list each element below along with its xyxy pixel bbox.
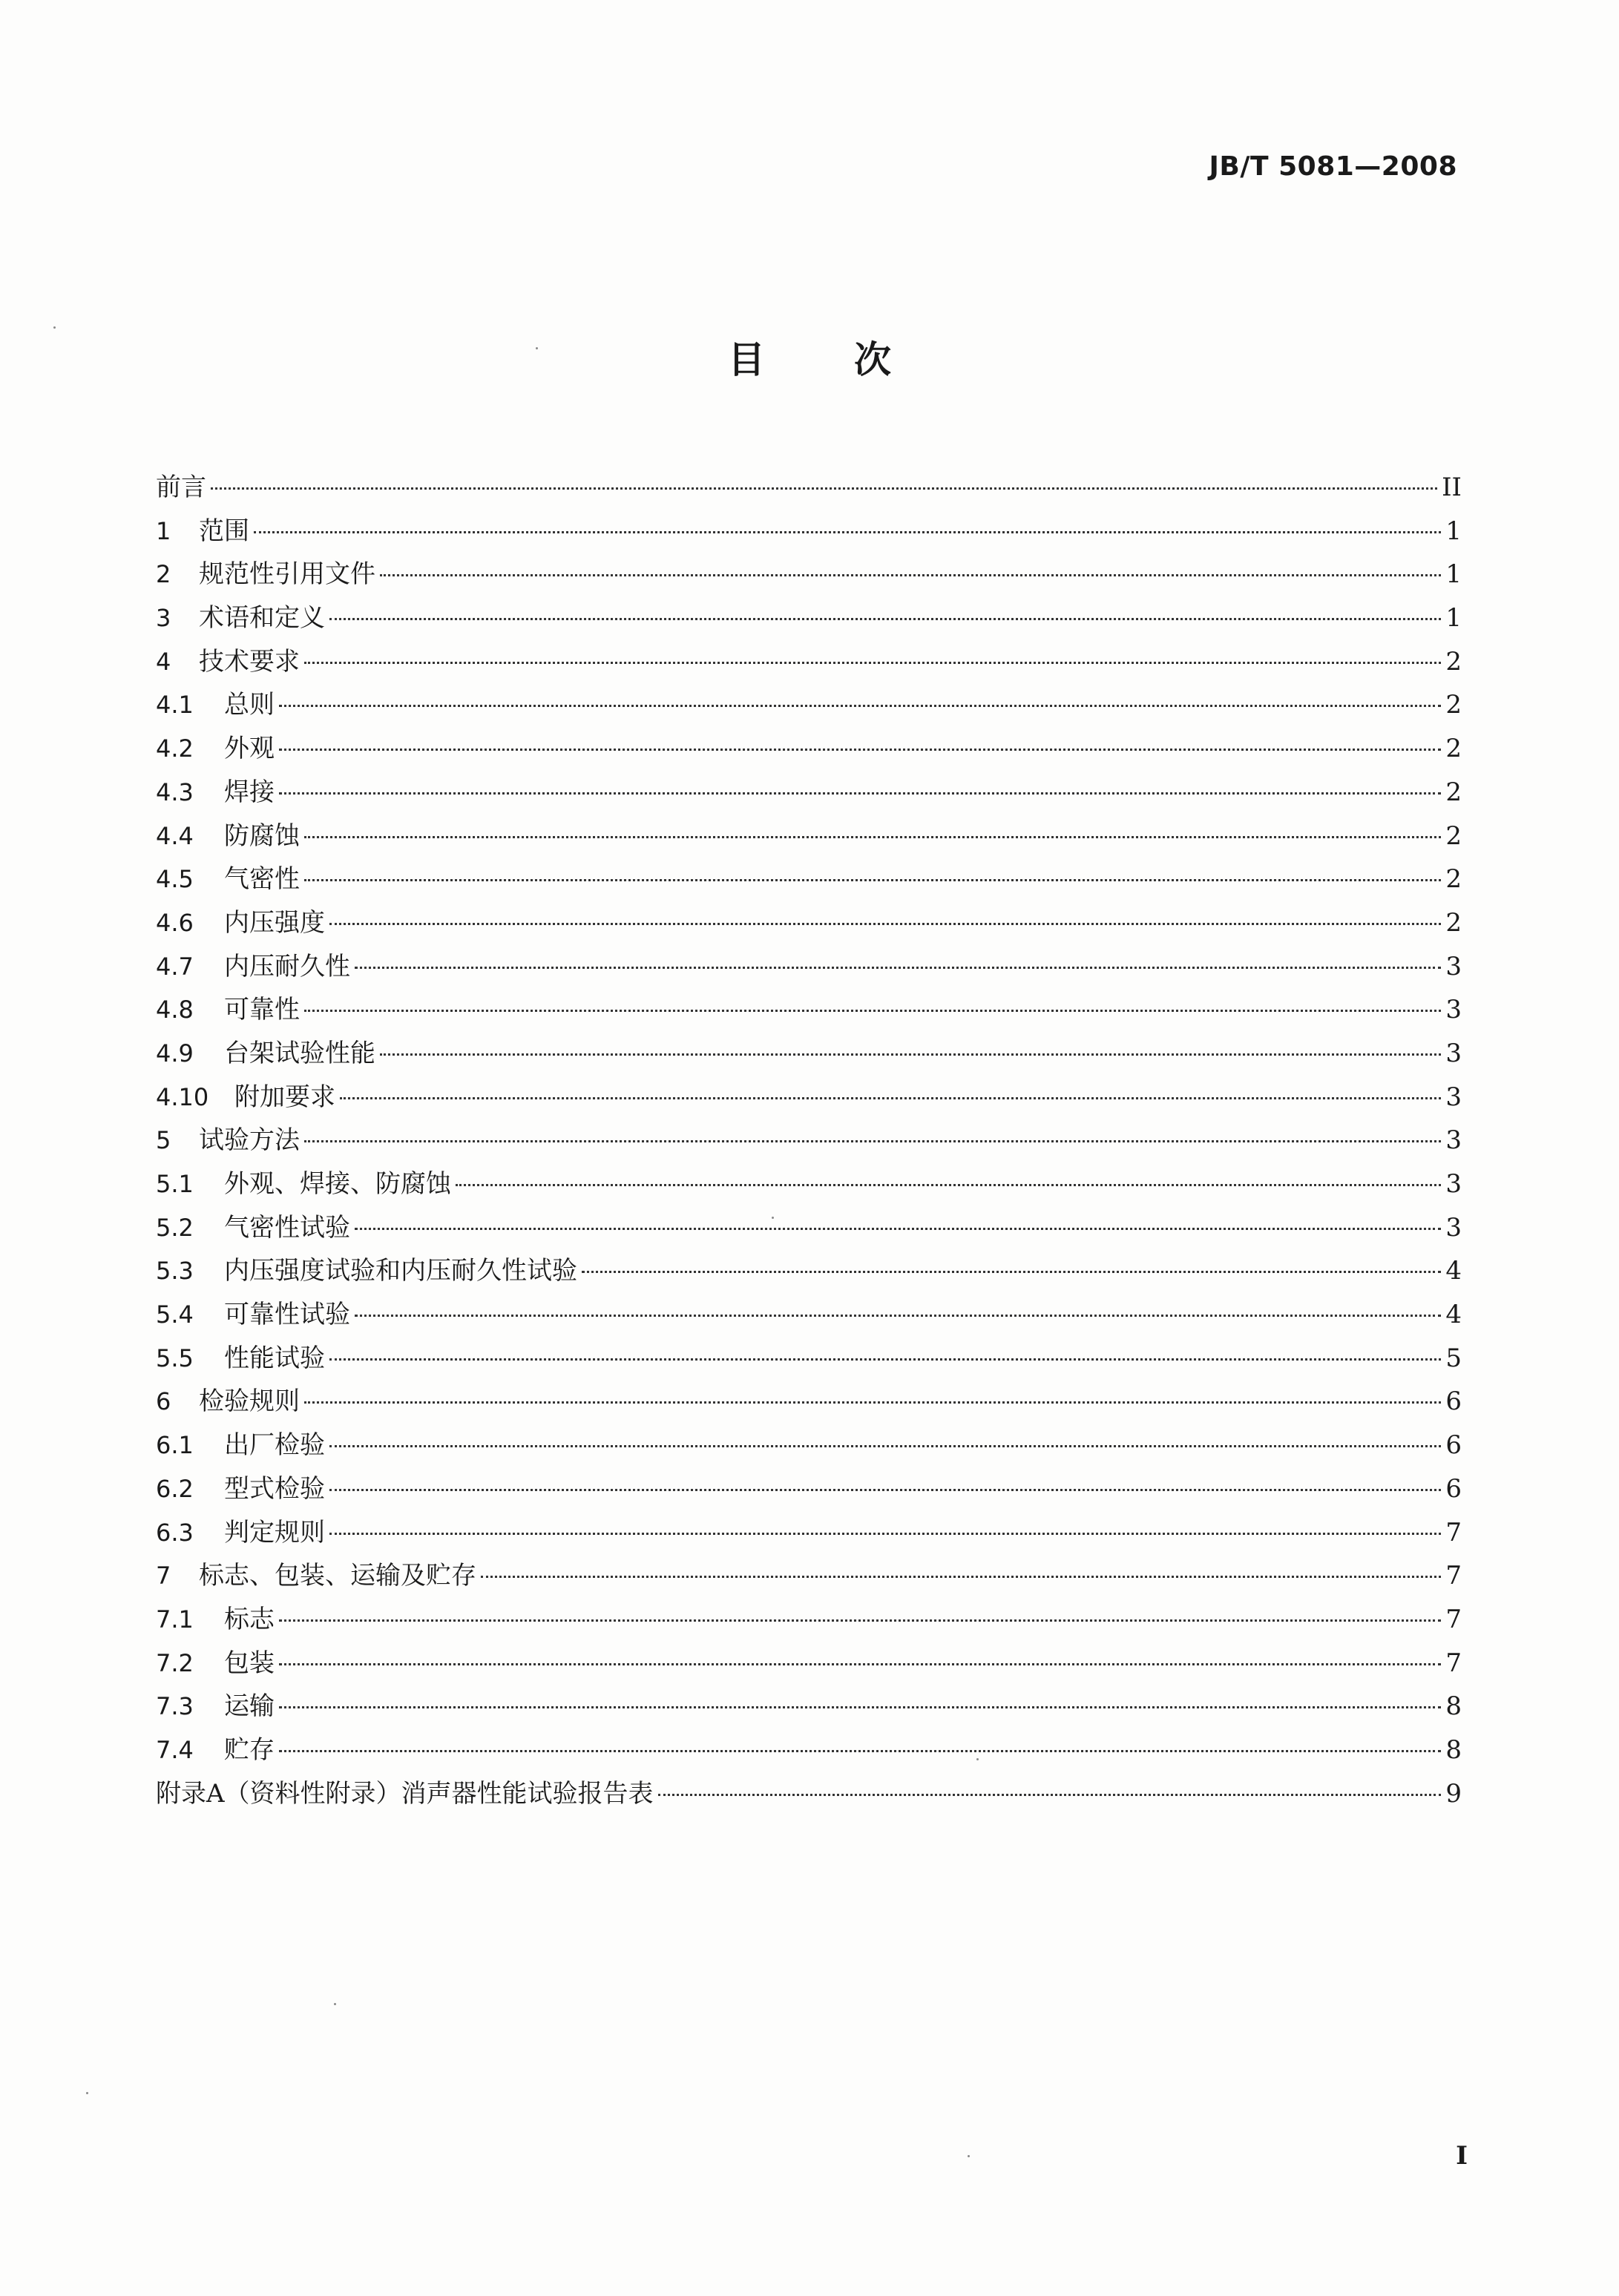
toc-entry-number: 1	[156, 516, 171, 545]
scan-speck	[772, 1217, 774, 1219]
dot-leader	[304, 662, 1441, 664]
toc-entry-page: 2	[1445, 777, 1462, 807]
dot-leader	[355, 967, 1441, 969]
dot-leader	[355, 1315, 1441, 1317]
toc-entry-page: 3	[1445, 1038, 1462, 1068]
toc-entry-label: 附录A（资料性附录）消声器性能试验报告表	[156, 1778, 654, 1809]
toc-entry-number: 7.2	[156, 1648, 194, 1677]
toc-entry[interactable]	[156, 640, 1462, 684]
toc-entry-number: 4	[156, 647, 171, 676]
toc-entry-label: 试验方法	[199, 1125, 300, 1156]
toc-entry-number: 4.2	[156, 734, 194, 763]
toc-entry[interactable]	[156, 1337, 1462, 1381]
dot-leader	[380, 574, 1441, 576]
toc-entry-page: 4	[1445, 1300, 1462, 1330]
toc-entry-page: 2	[1445, 820, 1462, 851]
toc-entry-label: 型式检验	[224, 1473, 325, 1504]
toc-entry-page: 3	[1445, 1125, 1462, 1156]
toc-entry-label: 防腐蚀	[224, 820, 300, 851]
toc-entry-label: 附加要求	[234, 1082, 335, 1112]
toc-entry-number: 4.9	[156, 1039, 194, 1068]
toc-entry-page: II	[1442, 473, 1462, 502]
dot-leader	[329, 923, 1441, 925]
toc-entry-number: 5.2	[156, 1213, 194, 1242]
dot-leader	[304, 1140, 1441, 1142]
toc-entry-page: 2	[1445, 690, 1462, 720]
scan-speck	[976, 1758, 979, 1760]
toc-entry-label: 术语和定义	[199, 603, 325, 634]
toc-entry[interactable]	[156, 1162, 1462, 1206]
toc-entry-label: 运输	[224, 1691, 275, 1722]
toc-entry[interactable]	[156, 596, 1462, 640]
toc-entry[interactable]	[156, 1032, 1462, 1076]
toc-entry[interactable]	[156, 771, 1462, 815]
dot-leader	[355, 1228, 1441, 1230]
toc-entry-number: 7.1	[156, 1605, 194, 1634]
toc-entry[interactable]	[156, 466, 1462, 510]
scan-speck	[536, 347, 538, 349]
toc-entry-page: 6	[1445, 1387, 1462, 1417]
dot-leader	[380, 1053, 1441, 1056]
dot-leader	[279, 1750, 1441, 1752]
toc-entry-label: 前言	[156, 473, 206, 502]
toc-entry-label: 可靠性	[224, 995, 300, 1025]
toc-entry-page: 1	[1445, 559, 1462, 590]
toc-entry[interactable]	[156, 815, 1462, 858]
toc-entry[interactable]	[156, 1424, 1462, 1467]
toc-entry-label: 内压耐久性	[224, 951, 350, 981]
toc-entry-number: 4.6	[156, 908, 194, 937]
toc-entry-number: 6	[156, 1387, 171, 1416]
toc-entry[interactable]	[156, 1380, 1462, 1424]
toc-entry[interactable]	[156, 858, 1462, 901]
toc-entry-page: 7	[1445, 1561, 1462, 1591]
toc-entry-page: 3	[1445, 1212, 1462, 1243]
toc-entry-label: 出厂检验	[224, 1430, 325, 1461]
toc-title: 目次	[728, 338, 980, 381]
toc-entry-page: 7	[1445, 1648, 1462, 1678]
dot-leader	[304, 836, 1441, 838]
toc-entry[interactable]	[156, 727, 1462, 771]
toc-entry-number: 5	[156, 1126, 171, 1155]
toc-entry-page: 7	[1445, 1604, 1462, 1634]
toc-entry-page: 2	[1445, 864, 1462, 895]
toc-entry[interactable]	[156, 1728, 1462, 1772]
toc-entry[interactable]	[156, 1598, 1462, 1642]
toc-entry[interactable]	[156, 901, 1462, 945]
toc-entry-page: 2	[1445, 734, 1462, 764]
toc-entry-label: 判定规则	[224, 1517, 325, 1547]
dot-leader	[304, 1010, 1441, 1012]
dot-leader	[254, 531, 1441, 533]
toc-entry-number: 6.3	[156, 1518, 194, 1547]
toc-entry-label: 台架试验性能	[224, 1038, 375, 1068]
scan-speck	[86, 2092, 88, 2094]
dot-leader	[329, 618, 1441, 620]
toc-entry-label: 检验规则	[199, 1387, 300, 1417]
dot-leader	[329, 1489, 1441, 1491]
toc-entry[interactable]	[156, 1772, 1462, 1816]
toc-entry-page: 6	[1445, 1430, 1462, 1461]
toc-entry[interactable]	[156, 1685, 1462, 1728]
toc-entry-page: 8	[1445, 1691, 1462, 1722]
toc-entry-label: 焊接	[224, 777, 275, 807]
scan-speck	[334, 2003, 336, 2005]
toc-entry[interactable]	[156, 945, 1462, 989]
toc-entry-page: 2	[1445, 907, 1462, 938]
toc-entry-number: 4.5	[156, 865, 194, 894]
toc-entry[interactable]	[156, 1119, 1462, 1162]
toc-entry-page: 2	[1445, 646, 1462, 677]
toc-entry-label: 包装	[224, 1648, 275, 1678]
toc-entry-label: 标志、包装、运输及贮存	[199, 1561, 476, 1591]
toc-entry-number: 4.4	[156, 821, 194, 850]
toc-entry[interactable]	[156, 510, 1462, 553]
dot-leader	[456, 1184, 1441, 1186]
page-number: I	[1456, 2141, 1468, 2171]
toc-entry-page: 8	[1445, 1734, 1462, 1765]
toc-entry-number: 4.1	[156, 691, 194, 720]
toc-entry-page: 3	[1445, 1169, 1462, 1199]
toc-entry[interactable]	[156, 1642, 1462, 1685]
toc-entry-label: 气密性试验	[224, 1212, 350, 1243]
toc-entry-number: 5.1	[156, 1170, 194, 1198]
toc-entry-page: 3	[1445, 995, 1462, 1025]
toc-entry[interactable]	[156, 1249, 1462, 1293]
toc-entry[interactable]	[156, 988, 1462, 1032]
scan-speck	[53, 326, 56, 329]
toc-entry-label: 总则	[224, 690, 275, 720]
toc-entry[interactable]	[156, 1206, 1462, 1250]
toc-entry-page: 6	[1445, 1473, 1462, 1504]
toc-entry-label: 规范性引用文件	[199, 559, 375, 590]
toc-entry-page: 1	[1445, 516, 1462, 546]
toc-entry-label: 外观、焊接、防腐蚀	[224, 1169, 451, 1199]
toc-entry[interactable]	[156, 553, 1462, 596]
toc-entry-number: 4.7	[156, 952, 194, 981]
toc-entry-page: 5	[1445, 1343, 1462, 1373]
dot-leader	[481, 1576, 1441, 1578]
toc-entry[interactable]	[156, 1554, 1462, 1598]
toc-entry-number: 5.3	[156, 1257, 194, 1286]
toc-entry[interactable]	[156, 683, 1462, 727]
toc-entry-number: 5.4	[156, 1300, 194, 1329]
toc-entry[interactable]	[156, 1076, 1462, 1119]
dot-leader	[304, 879, 1441, 881]
toc-entry-label: 外观	[224, 734, 275, 764]
dot-leader	[329, 1445, 1441, 1447]
toc-entry-number: 7.4	[156, 1735, 194, 1764]
toc-entry-number: 7	[156, 1562, 171, 1591]
toc-entry-number: 3	[156, 604, 171, 633]
toc-entry[interactable]	[156, 1467, 1462, 1511]
dot-leader	[279, 749, 1441, 751]
toc-entry-label: 内压强度试验和内压耐久性试验	[224, 1256, 577, 1286]
toc-entry-number: 4.8	[156, 996, 194, 1024]
toc-entry[interactable]	[156, 1293, 1462, 1337]
dot-leader	[329, 1358, 1441, 1361]
toc-entry-page: 3	[1445, 1082, 1462, 1112]
toc-entry-number: 6.1	[156, 1431, 194, 1460]
toc-entry-label: 性能试验	[224, 1343, 325, 1373]
dot-leader	[304, 1401, 1441, 1404]
toc-entry-label: 气密性	[224, 864, 300, 895]
toc-entry-label: 技术要求	[199, 646, 300, 677]
toc-entry-label: 范围	[199, 516, 249, 546]
toc-entry-number: 6.2	[156, 1474, 194, 1503]
dot-leader	[279, 1663, 1441, 1665]
dot-leader	[658, 1794, 1441, 1796]
dot-leader	[329, 1533, 1441, 1535]
toc-entry-page: 4	[1445, 1256, 1462, 1286]
toc-entry-page: 9	[1445, 1778, 1462, 1809]
toc-entry-page: 7	[1445, 1517, 1462, 1547]
toc-entry-label: 内压强度	[224, 907, 325, 938]
toc-entry-number: 4.10	[156, 1082, 209, 1111]
dot-leader	[582, 1271, 1441, 1273]
dot-leader	[340, 1097, 1441, 1099]
dot-leader	[279, 1706, 1441, 1708]
table-of-contents	[156, 466, 1462, 1815]
toc-entry-label: 可靠性试验	[224, 1300, 350, 1330]
document-code: JB/T 5081—2008	[1209, 151, 1457, 182]
toc-entry-number: 7.3	[156, 1692, 194, 1721]
toc-entry-number: 5.5	[156, 1343, 194, 1372]
toc-entry-page: 1	[1445, 603, 1462, 634]
dot-leader	[279, 1619, 1441, 1622]
toc-entry-number: 2	[156, 560, 171, 589]
toc-entry-label: 贮存	[224, 1734, 275, 1765]
toc-entry-label: 标志	[224, 1604, 275, 1634]
toc-entry-number: 4.3	[156, 777, 194, 806]
dot-leader	[279, 705, 1441, 707]
scan-speck	[968, 2155, 970, 2157]
dot-leader	[211, 487, 1437, 490]
toc-entry-page: 3	[1445, 951, 1462, 981]
dot-leader	[279, 792, 1441, 795]
toc-entry[interactable]	[156, 1511, 1462, 1555]
